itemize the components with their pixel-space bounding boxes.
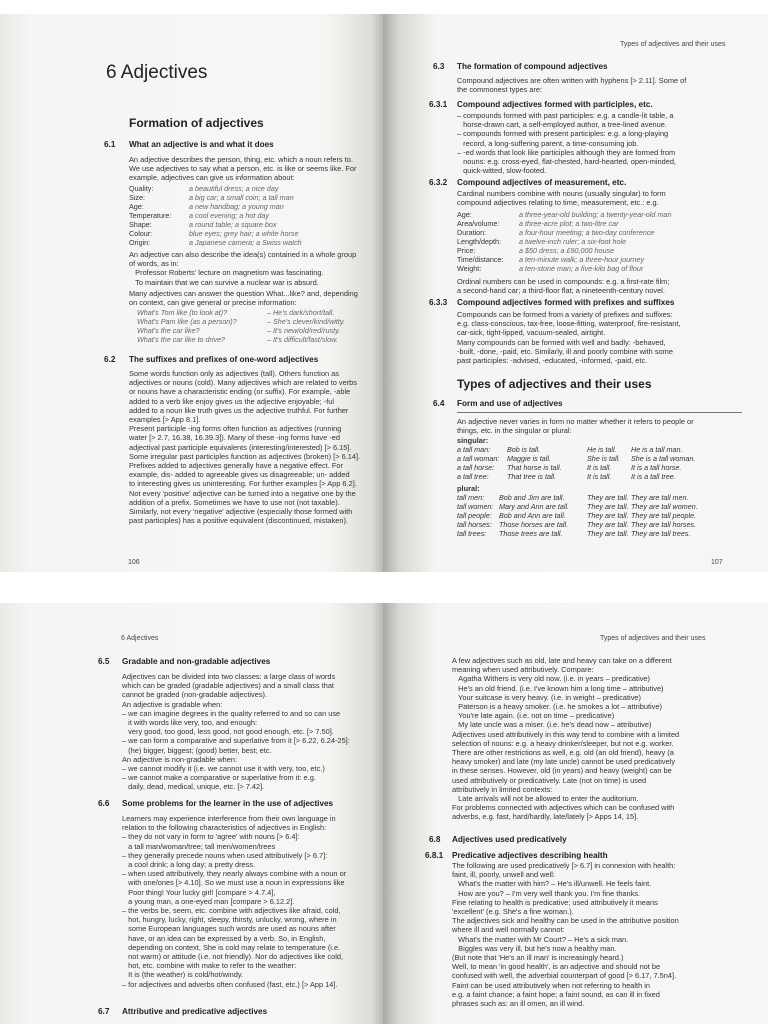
paragraph: An adjective can also describe the idea(s) contained in a whole group of words, as in: Professor Roberts' lecture on magnetism was fascinating. To maintain that we can survive a nuclear war is absurd. <box>129 250 357 287</box>
table-cell: a cool evening; a hot day <box>189 211 269 220</box>
table-cell: It is tall. <box>587 472 612 481</box>
table-cell: She is tall. <box>587 454 621 463</box>
table-cell: They are tall men. <box>631 493 689 502</box>
section-number: 6.3.1 <box>429 100 448 109</box>
section-title: Adjectives used predicatively <box>452 835 567 844</box>
table-cell: a tall man: <box>457 445 491 454</box>
table-cell: She is a tall woman. <box>631 454 696 463</box>
table-cell: tall men: <box>457 493 485 502</box>
section-title: The suffixes and prefixes of one-word adjectives <box>129 355 319 364</box>
section-number: 6.3.2 <box>429 178 448 187</box>
table-cell: a twelve-inch ruler; a six-foot hole <box>519 237 627 246</box>
section-title: Compound adjectives of measurement, etc. <box>457 178 627 187</box>
table-cell: a ten-minute walk; a three-hour journey <box>519 255 645 264</box>
section-number: 6.2 <box>104 355 116 364</box>
table-cell: What's Tom like (to look at)? <box>137 308 228 317</box>
table-cell: – It's new/old/red/rusty. <box>267 326 341 335</box>
table-cell: Area/volume: <box>457 219 500 228</box>
table-cell: It is tall. <box>587 463 612 472</box>
singular-table <box>457 445 721 481</box>
table-cell: a tall tree: <box>457 472 489 481</box>
page-109 <box>383 603 768 1024</box>
section-title: Compound adjectives formed with participles, etc. <box>457 100 653 109</box>
section-number: 6.3 <box>433 62 445 71</box>
paragraph: A few adjectives such as old, late and heavy can take on a different meaning when used attributively. Compare: Agatha Withers is very old now. (i.e. in years – predicative) He's an old friend. (i.e. I've known him a long time – attributive) Your suitcase is very heavy. (i.e. in weight – predicative) Paterson is a heavy smoker. (i.e. he smokes a lot – attributive) You're late again. (i.e. not on time – predicative) My late uncle was a miser. (i.e. he's dead now – attributive) Adjectives used attributively in this way tend to combine with a limited selection of nouns: e.g. a heavy drinker/sleeper, but not e.g. worker. There are other restrictions as well, e.g. old (an old friend), heavy (a heavy smoker) and late (my late uncle) cannot be used predicatively in these senses. However, old (in years) and heavy (weight) can be used attributively or predicatively. Late (not on time) is used attributively in limited contexts: Late arrivals will not be allowed to enter the auditorium. For problems connected with adjectives which can be confused with adverbs, e.g. fast, hard/hardly, late/lately [> Apps 14, 15]. <box>452 656 680 822</box>
table-cell: Size: <box>129 193 145 202</box>
table-cell: Duration: <box>457 228 487 237</box>
table-cell: tall women: <box>457 502 494 511</box>
table-cell: It is a tall horse. <box>631 463 682 472</box>
table-cell: – He's dark/short/tall. <box>267 308 335 317</box>
table-cell: What's Pam like (as a person)? <box>137 317 237 326</box>
table-cell: Temperature: <box>129 211 172 220</box>
running-head: Types of adjectives and their uses <box>620 41 726 48</box>
paragraph: An adjective never varies in form no matter whether it refers to people or things, etc. in the singular or plural: <box>457 417 694 436</box>
section-number: 6.1 <box>104 140 116 149</box>
table-cell: Origin: <box>129 238 151 247</box>
table-label: plural: <box>457 484 480 493</box>
section-heading: Types of adjectives and their uses <box>457 377 652 391</box>
section-title: Compound adjectives formed with prefixes and suffixes <box>457 298 675 307</box>
table-cell: a three-acre plot; a two-litre car <box>519 219 619 228</box>
divider <box>457 412 742 413</box>
paragraph: Learners may experience interference from their own language in relation to the following characteristics of adjectives in English: – they do not vary in form to 'agree' with nouns [> 6.4]: a tall man/woman/tree; tall men/women/trees – they generally precede nouns when used attributively [> 6.7]: a cool drink; a long day; a pretty dress. – when used attributively, they nearly always combine with a noun or with one/ones [> 4.10]. So we must use a noun in expressions like Poor thing! Your lucky girl! [compare > 4.7.4], a young man, a one-eyed man [compare > 6.12.2]. – the verbs be, seem, etc. combine with adjectives like afraid, cold, hot, hungry, lucky, right, sleepy, thirsty, unlucky, wrong, where in some European languages such words are used as nouns after have, or an idea can be expressed by a verb. So, in English, depending on context, She is cold may relate to temperature (i.e. not warm) or attitude (i.e. not friendly). Nor do adjectives like cold, hot, etc. combine with make to refer to the weather: It is (the weather) is cold/hot/windy. – for adjectives and adverbs often confused (fast, etc.) [> App 14]. <box>122 814 347 989</box>
table-cell: Those horses are tall. <box>499 520 569 529</box>
table-cell: He is a tall man. <box>631 445 683 454</box>
section-number: 6.8 <box>429 835 441 844</box>
table-cell: Bob is tall. <box>507 445 541 454</box>
table-cell: a beautiful dress; a nice day <box>189 184 279 193</box>
table-cell: It is a tall tree. <box>631 472 676 481</box>
table-cell: Shape: <box>129 220 152 229</box>
table-cell: a round table; a square box <box>189 220 277 229</box>
paragraph: The following are used predicatively [> 6.7] in connexion with health: faint, ill, poorly, unwell and well: What's the matter with him? – He's ill/unwell. He feels faint. How are you? – I'm very well thank you. I'm fine thanks. Fine relating to health is predicative; used attributively it means 'excellent' (e.g. She's a fine woman.). The adjectives sick and healthy can be used in the attributive position where ill and well normally cannot: What's the matter with Mr Court? – He's a sick man. Biggles was very ill, but he's now a healthy man. (But note that 'He's an ill man' is increasingly heard.) Well, to mean 'in good health', is an adjective and should not be confused with well, the adverbial counterpart of good [> 6.17, 7.5n4]. Faint can be used attributively when not referring to health in e.g. a faint chance; a faint hope; a faint sound, as can ill in fixed phrases such as: an ill omen, an ill wind. <box>452 861 679 1009</box>
table-cell: blue eyes; grey hair; a white horse <box>189 229 299 238</box>
qualities-table <box>129 184 369 247</box>
top-spread <box>0 14 768 572</box>
table-cell: a $50 dress; a £90,000 house <box>519 246 615 255</box>
measurement-table <box>457 210 749 273</box>
table-cell: Weight: <box>457 264 482 273</box>
table-cell: Colour: <box>129 229 153 238</box>
paragraph: Adjectives can be divided into two classes: a large class of words which can be graded (gradable adjectives) and a small class that cannot be graded (non-gradable adjectives). An adjective is gradable when: – we can imagine degrees in the quality referred to and so can use it with words like very, too, and enough: very good, too good, less good, not good enough, etc. [> 7.50]. – we can form a comparative and superlative from it [> 6.22, 6.24-25]: (he) bigger, biggest; (good) better, best; etc. An adjective is non-gradable when: – we cannot modify it (i.e. we cannot use it with very, too, etc.) – we cannot make a comparative or superlative from it: e.g. daily, dead, medical, unique, etc. [> 7.42]. <box>122 672 350 792</box>
paragraph: An adjective describes the person, thing, etc. which a noun refers to. We use adjectives to say what a person, etc. is like or seems like. For example, adjectives can give us information about: <box>129 155 357 183</box>
paragraph: – compounds formed with past participles: e.g. a candle-lit table, a horse-drawn cart, a self-employed author, a tree-lined avenue. – compounds formed with present participles: e.g. a long-playing record, a long-suffering parent, a time-consuming job. – -ed words that look like participles although they are formed from nouns: e.g. cross-eyed, flat-chested, hard-hearted, open-minded, quick-witted, slow-footed. <box>457 111 676 176</box>
table-cell: a four-hour meeting; a two-day conference <box>519 228 655 237</box>
table-cell: a ten-stone man; a five-kilo bag of flour <box>519 264 644 273</box>
questions-table <box>137 308 383 344</box>
section-number: 6.3.3 <box>429 298 448 307</box>
table-cell: Those trees are tall. <box>499 529 563 538</box>
table-cell: He is tall. <box>587 445 617 454</box>
table-cell: tall trees: <box>457 529 487 538</box>
table-cell: Bob and Jim are tall. <box>499 493 565 502</box>
table-cell: a new handbag; a young man <box>189 202 284 211</box>
table-cell: Time/distance: <box>457 255 504 264</box>
section-title: Attributive and predicative adjectives <box>122 1007 268 1016</box>
paragraph: Ordinal numbers can be used in compounds: e.g. a first-rate film; a second-hand car; a third-floor flat; a nineteenth-century novel. <box>457 277 670 296</box>
table-cell: They are tall. <box>587 511 629 520</box>
table-cell: a three-year-old building; a twenty-year-old man <box>519 210 672 219</box>
table-cell: tall people: <box>457 511 492 520</box>
table-cell: They are tall. <box>587 502 629 511</box>
table-cell: That horse is tall. <box>507 463 562 472</box>
section-title: Some problems for the learner in the use of adjectives <box>122 799 334 808</box>
paragraph: Many adjectives can answer the question What...like? and, depending on context, can give general or precise information: <box>129 289 358 308</box>
table-cell: That tree is tall. <box>507 472 557 481</box>
table-cell: Age: <box>129 202 144 211</box>
table-cell: Price: <box>457 246 476 255</box>
table-cell: They are tall. <box>587 520 629 529</box>
table-cell: tall horses: <box>457 520 492 529</box>
section-number: 6.4 <box>433 399 445 408</box>
table-cell: Maggie is tall. <box>507 454 551 463</box>
table-cell: Quality: <box>129 184 154 193</box>
page-number: 106 <box>128 559 140 566</box>
paragraph: Cardinal numbers combine with nouns (usually singular) to form compound adjectives relating to time, measurement, etc.: e.g. <box>457 189 666 208</box>
chapter-title: 6 Adjectives <box>106 62 208 83</box>
page-number: 107 <box>711 559 723 566</box>
paragraph: Some words function only as adjectives (tall). Others function as adjectives or nouns (cold). Many adjectives which are related to verbs or nouns have a characteristic ending (or suffix). For example, -able added to a verb like enjoy gives us the adjective enjoyable; -ful added to a noun like truth gives us the adjective truthful. For further examples [> App 8.1]. Present participle -ing forms often function as adjectives (running water [> 2.7, 16.38, 16.39.3]). Many of these -ing forms have -ed adjectival past participle equivalents (interesting/interested) [> 6.15]. Some irregular past participles function as adjectives (broken) [> 6.14]. Prefixes added to adjectives generally have a negative effect. For example, dis- added to agreeable gives us disagreeable; un- added to interesting gives us uninteresting. For further examples [> App 6.2]. Not every 'positive' adjective can be turned into a negative one by the addition of a prefix. Sometimes we have to use not (not taxable). Similarly, not every 'negative' adjective (especially those formed with past participles) has a positive equivalent (discontinued, mistaken). <box>129 369 361 526</box>
page-107 <box>383 14 768 572</box>
table-cell: Mary and Ann are tall. <box>499 502 570 511</box>
table-cell: Age: <box>457 210 472 219</box>
page-108 <box>0 603 383 1024</box>
paragraph: Compounds can be formed from a variety of prefixes and suffixes: e.g. class-conscious, tax-free, loose-fitting, waterproof, fire-resistant, car-sick, tight-lipped, vacuum-sealed, airtight. Many compounds can be formed with well and badly: -behaved, -built, -done, -paid, etc. Similarly, ill and poorly combine with some past participles: -advised, -educated, -informed, -paid, etc. <box>457 310 681 366</box>
section-heading: Formation of adjectives <box>129 116 264 130</box>
table-label: singular: <box>457 436 489 445</box>
section-title: The formation of compound adjectives <box>457 62 608 71</box>
bottom-spread <box>0 603 768 1024</box>
section-number: 6.8.1 <box>425 851 444 860</box>
table-cell: a Japanese camera; a Swiss watch <box>189 238 302 247</box>
section-title: Predicative adjectives describing health <box>452 851 608 860</box>
section-number: 6.6 <box>98 799 110 808</box>
section-title: Form and use of adjectives <box>457 399 563 408</box>
table-cell: Length/depth: <box>457 237 501 246</box>
table-cell: a big car; a small coin; a tall man <box>189 193 294 202</box>
running-head: 6 Adjectives <box>121 635 159 642</box>
table-cell: – It's difficult/fast/slow. <box>267 335 338 344</box>
table-cell: They are tall people. <box>631 511 697 520</box>
table-cell: They are tall trees. <box>631 529 691 538</box>
table-cell: They are tall. <box>587 493 629 502</box>
table-cell: a tall horse: <box>457 463 495 472</box>
table-cell: What's the car like? <box>137 326 200 335</box>
running-head: Types of adjectives and their uses <box>600 635 706 642</box>
section-number: 6.5 <box>98 657 110 666</box>
table-cell: They are tall women. <box>631 502 698 511</box>
table-cell: Bob and Ann are tall. <box>499 511 566 520</box>
section-title: Gradable and non-gradable adjectives <box>122 657 271 666</box>
section-number: 6.7 <box>98 1007 110 1016</box>
paragraph: Compound adjectives are often written with hyphens [> 2.11]. Some of the commonest types are: <box>457 76 687 95</box>
table-cell: They are tall horses. <box>631 520 697 529</box>
table-cell: – She's clever/kind/witty. <box>267 317 345 326</box>
table-cell: What's the car like to drive? <box>137 335 226 344</box>
plural-table <box>457 493 721 538</box>
table-cell: a tall woman: <box>457 454 500 463</box>
section-title: What an adjective is and what it does <box>129 140 274 149</box>
page-106 <box>0 14 383 572</box>
table-cell: They are tall. <box>587 529 629 538</box>
